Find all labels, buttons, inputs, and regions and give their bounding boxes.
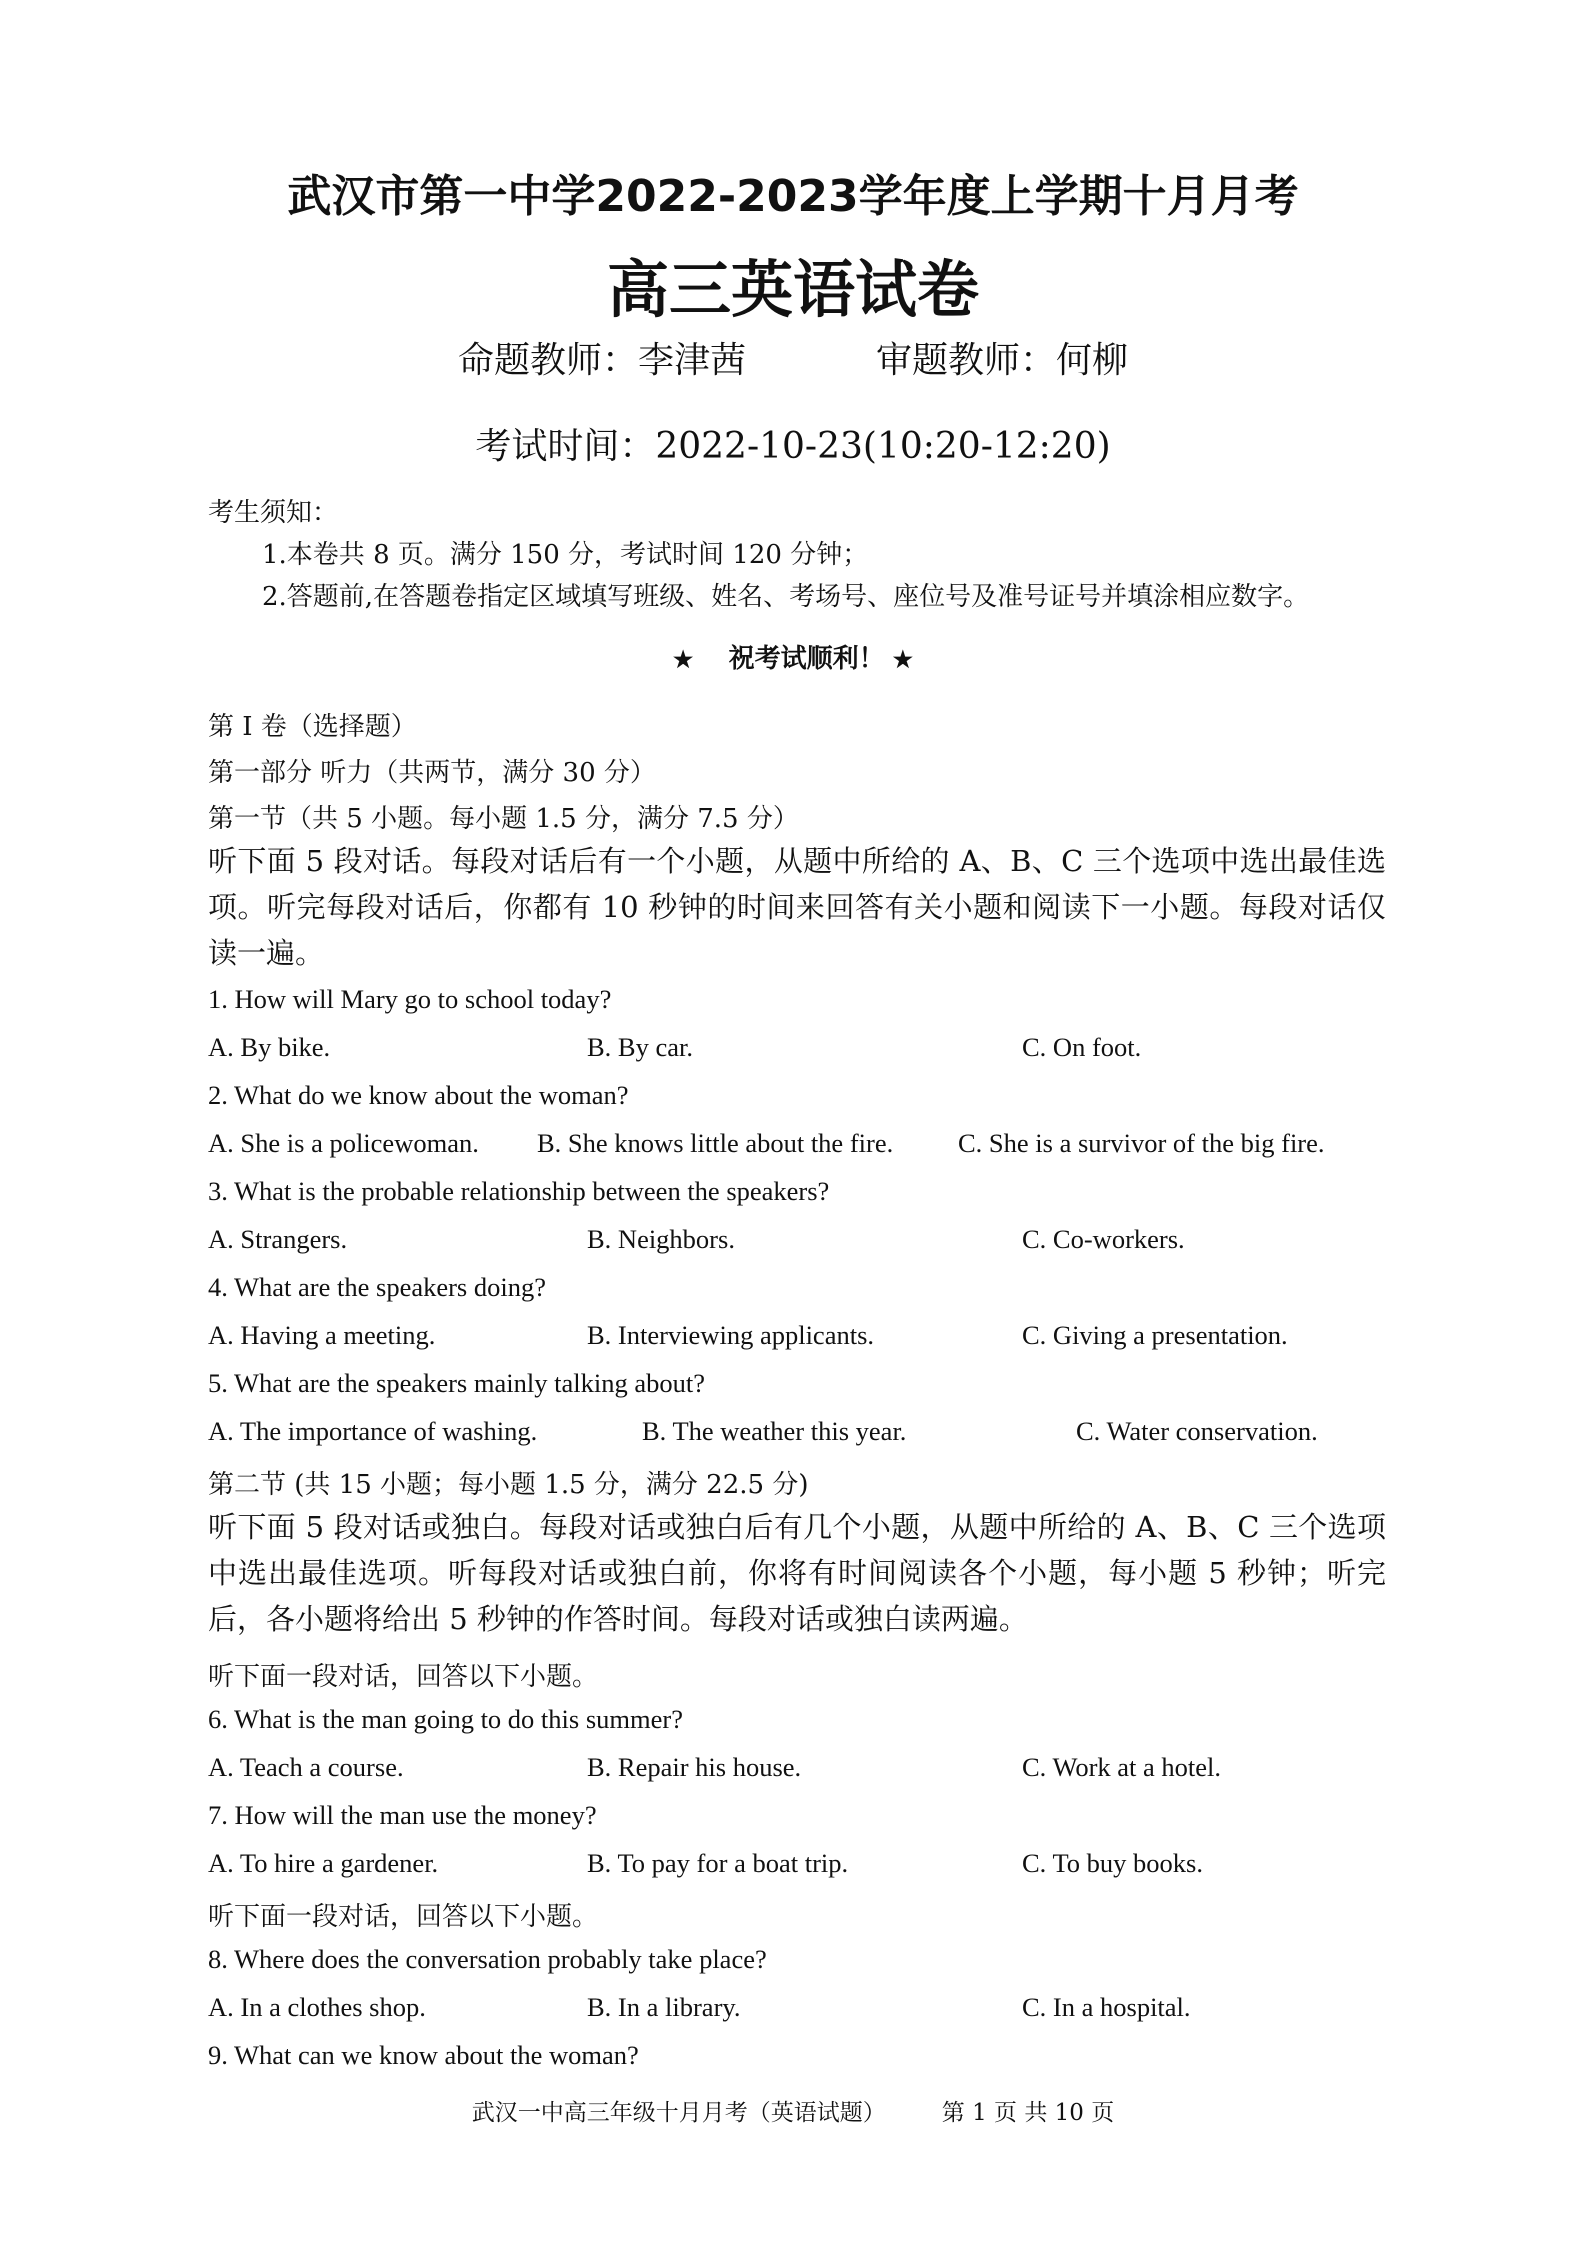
star-icon: ✭	[893, 647, 913, 673]
section2-instructions: 听下面 5 段对话或独白。每段对话或独白后有几个小题，从题中所给的 A、B、C 三个选项中选出最佳选项。听每段对话或独白前，你将有时间阅读各个小题，每小题 5 秒钟；听完后，各小题将给出 5 秒钟的作答时间。每段对话或独白读两遍。	[208, 1510, 1386, 1636]
dialog-intro-1: 听下面一段对话，回答以下小题。	[208, 1662, 599, 1692]
question-6: 6. What is the man going to do this summer?	[208, 1704, 683, 1734]
page-footer	[0, 2094, 1586, 2127]
reviewer-teacher: 审题教师：何柳	[876, 340, 1129, 381]
volume-heading: 第 I 卷（选择题）	[208, 712, 417, 742]
option-2b: B. She knows little about the fire.	[537, 1128, 894, 1158]
part1-heading: 第一部分 听力（共两节，满分 30 分）	[208, 758, 656, 788]
dialog-intro-2: 听下面一段对话，回答以下小题。	[208, 1902, 599, 1932]
section1-instructions: 听下面 5 段对话。每段对话后有一个小题，从题中所给的 A、B、C 三个选项中选出最佳选项。听完每段对话后，你都有 10 秒钟的时间来回答有关小题和阅读下一小题。每段对话仅读一遍。	[208, 844, 1386, 970]
star-icon: ✭	[673, 647, 693, 673]
option-7c: C. To buy books.	[1022, 1848, 1203, 1878]
teachers-line	[0, 332, 1586, 383]
option-3a: A. Strangers.	[208, 1224, 348, 1254]
option-2a: A. She is a policewoman.	[208, 1128, 479, 1158]
question-8: 8. Where does the conversation probably take place?	[208, 1944, 767, 1974]
exam-subtitle: 高三英语试卷	[606, 253, 979, 326]
option-6c: C. Work at a hotel.	[1022, 1752, 1222, 1782]
option-1a: A. By bike.	[208, 1032, 331, 1062]
notice-item-2: 2.答题前,在答题卷指定区域填写班级、姓名、考场号、座位号及准号证号并填涂相应数字。	[262, 582, 1310, 612]
option-4a: A. Having a meeting.	[208, 1320, 436, 1350]
good-luck-line	[0, 638, 1586, 675]
question-4: 4. What are the speakers doing?	[208, 1272, 546, 1302]
option-5c: C. Water conservation.	[1076, 1416, 1318, 1446]
question-3: 3. What is the probable relationship between the speakers?	[208, 1176, 830, 1206]
option-8b: B. In a library.	[587, 1992, 741, 2022]
option-1c: C. On foot.	[1022, 1032, 1142, 1062]
section1-heading: 第一节（共 5 小题。每小题 1.5 分，满分 7.5 分）	[208, 804, 799, 834]
option-1b: B. By car.	[587, 1032, 693, 1062]
option-5b: B. The weather this year.	[642, 1416, 907, 1446]
option-8c: C. In a hospital.	[1022, 1992, 1191, 2022]
exam-time: 考试时间：2022-10-23(10:20-12:20)	[475, 426, 1111, 467]
option-3c: C. Co-workers.	[1022, 1224, 1185, 1254]
question-5: 5. What are the speakers mainly talking about?	[208, 1368, 705, 1398]
option-4b: B. Interviewing applicants.	[587, 1320, 875, 1350]
option-3b: B. Neighbors.	[587, 1224, 735, 1254]
option-7b: B. To pay for a boat trip.	[587, 1848, 849, 1878]
question-7: 7. How will the man use the money?	[208, 1800, 597, 1830]
question-9: 9. What can we know about the woman?	[208, 2040, 639, 2070]
notice-heading: 考生须知：	[208, 498, 339, 528]
section2-heading: 第二节 (共 15 小题；每小题 1.5 分，满分 22.5 分)	[208, 1470, 809, 1500]
option-7a: A. To hire a gardener.	[208, 1848, 439, 1878]
exam-title: 武汉市第一中学2022-2023学年度上学期十月月考	[287, 171, 1299, 222]
option-6b: B. Repair his house.	[587, 1752, 802, 1782]
option-8a: A. In a clothes shop.	[208, 1992, 426, 2022]
question-1: 1. How will Mary go to school today?	[208, 984, 612, 1014]
option-5a: A. The importance of washing.	[208, 1416, 538, 1446]
notice-item-1: 1.本卷共 8 页。满分 150 分，考试时间 120 分钟；	[262, 540, 869, 570]
question-2: 2. What do we know about the woman?	[208, 1080, 629, 1110]
setter-teacher: 命题教师：李津茜	[457, 340, 746, 381]
option-2c: C. She is a survivor of the big fire.	[958, 1128, 1325, 1158]
footer-exam-name: 武汉一中高三年级十月月考（英语试题）	[471, 2100, 886, 2126]
good-luck-text: 祝考试顺利！	[728, 644, 885, 674]
option-4c: C. Giving a presentation.	[1022, 1320, 1288, 1350]
footer-page-number: 第 1 页 共 10 页	[941, 2100, 1115, 2126]
option-6a: A. Teach a course.	[208, 1752, 404, 1782]
